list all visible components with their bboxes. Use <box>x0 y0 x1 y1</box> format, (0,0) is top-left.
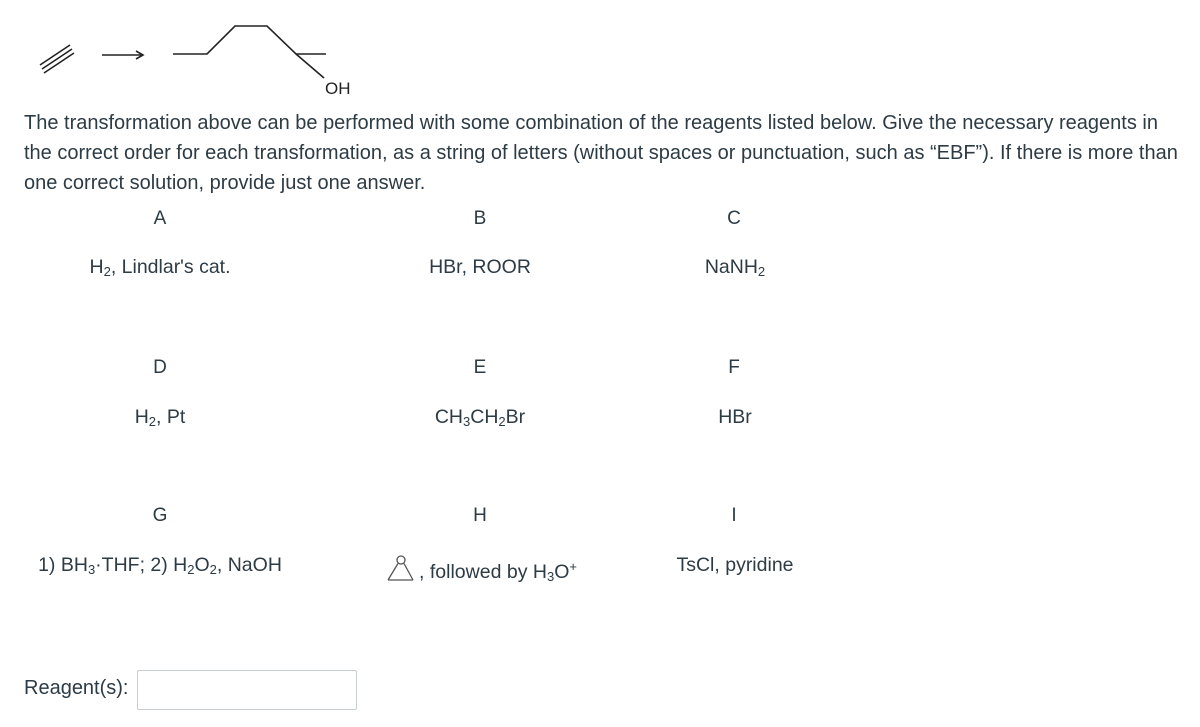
epoxide-icon <box>383 554 419 584</box>
reagent-a: $H_2$, Lindlar's cat. <box>89 256 231 279</box>
reagent-letter-f: F <box>728 357 740 378</box>
question-text: The transformation above can be performed with some combination of the reagents listed below. Give the necessary reagents in the correct order for each transformation, as a string of letters (without spaces or punctuation, such as “EBF”). If there is more than one correct solution, provide just one answer. <box>24 112 1178 194</box>
answer-input[interactable] <box>137 670 357 710</box>
reagent-letter-g: G <box>152 505 168 526</box>
acetylene-structure <box>40 45 74 73</box>
reaction-scheme <box>30 14 370 104</box>
reagent-b: HBr, ROOR <box>429 256 531 278</box>
reagent-letter-i: I <box>731 505 737 526</box>
reagent-f: HBr <box>718 406 752 428</box>
reagent-letter-b: B <box>473 208 487 229</box>
product-structure <box>173 26 326 78</box>
reagent-letter-a: A <box>153 208 167 229</box>
answer-label: Reagent(s): <box>24 677 129 699</box>
reagent-e: $CH_3CH_2Br$ <box>434 406 526 429</box>
reaction-arrow <box>102 51 143 59</box>
reagent-letter-e: E <box>473 357 487 378</box>
reagent-c: NaNH$_2$ <box>704 256 766 279</box>
reagent-letter-h: H <box>473 505 487 526</box>
reagent-d: $H_2$, Pt <box>134 406 186 429</box>
reagent-letter-d: D <box>153 357 167 378</box>
reagent-letter-c: C <box>727 208 741 229</box>
reagent-g: 1) $BH_3\cdot THF$; 2) $H_2O_2$, NaOH <box>38 554 282 577</box>
reagent-i: TsCl, pyridine <box>676 554 794 576</box>
hydroxyl-label: OH <box>325 79 351 98</box>
reagent-h: , followed by $H_3O^+$ <box>330 554 630 584</box>
